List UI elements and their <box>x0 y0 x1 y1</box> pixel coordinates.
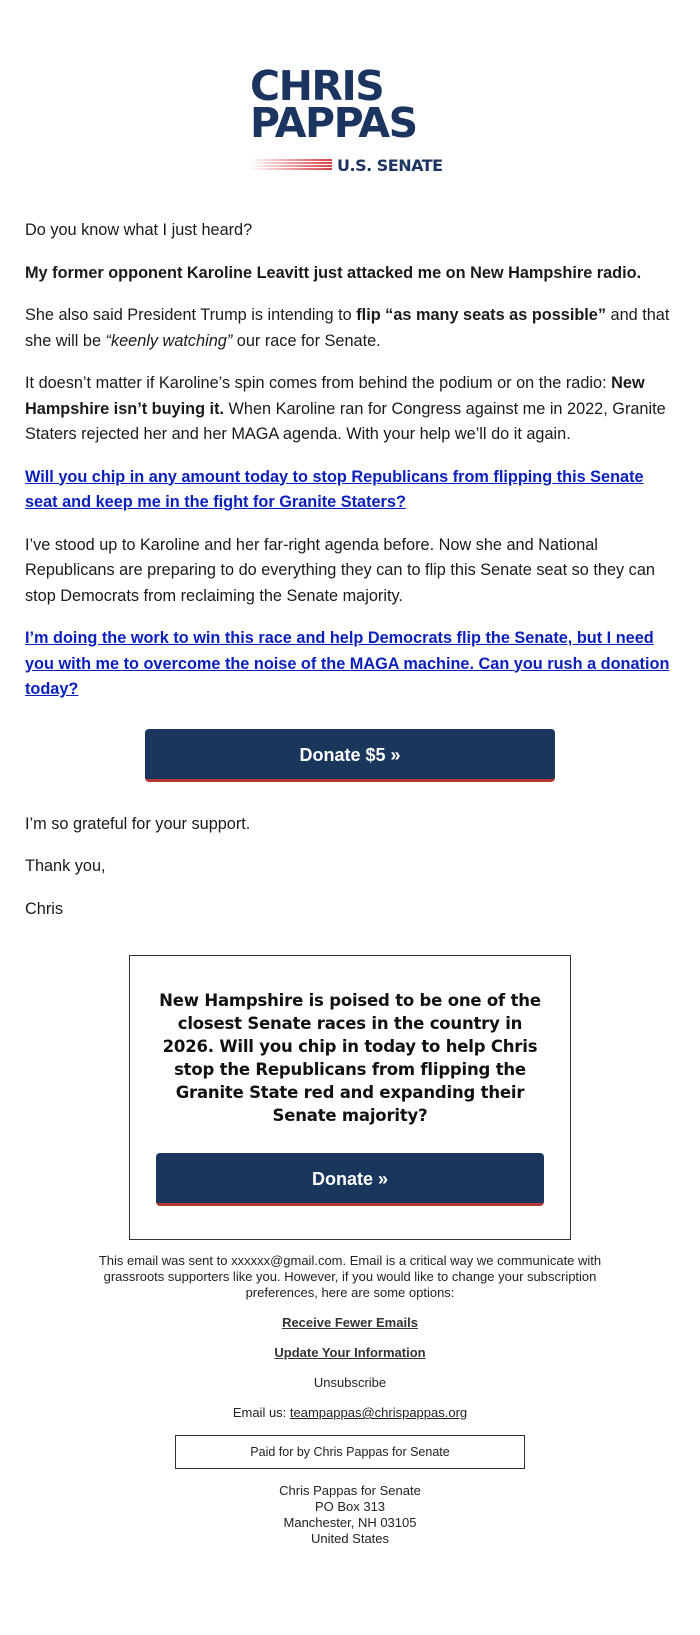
email-body <box>0 218 700 922</box>
contact-email-link[interactable]: teampappas@chrispappas.org <box>289 1405 468 1420</box>
paragraph-link-2 <box>25 626 675 703</box>
paragraph-trump: She also said President Trump is intending to flip “as many seats as possible” and that she will be “keenly watching” our race for Senate. <box>25 306 670 350</box>
logo-stripes-icon <box>250 159 332 172</box>
logo-subtitle: U.S. SENATE <box>337 156 443 175</box>
rush-donation-link[interactable]: I’m doing the work to win this race and help Democrats flip the Senate, but I need you with me to overcome the noise of the MAGA machine. Can you rush a donation today? <box>25 629 670 698</box>
donate-button[interactable]: Donate » <box>156 1153 544 1206</box>
footer-email-row: Email us: teampappas@chrispappas.org <box>232 1405 468 1420</box>
paragraph-thank-you: Thank you, <box>25 857 106 875</box>
unsubscribe-link[interactable]: Unsubscribe <box>313 1375 387 1390</box>
paragraph-spin: It doesn’t matter if Karoline’s spin comes from behind the podium or on the radio: New Hampshire isn’t buying it. When Karoline ran for Congress against me in 2022, Granite Staters rejected her and her MAGA agenda. With your help we’ll do it again. <box>25 374 666 443</box>
appeal-box <box>129 955 571 1240</box>
donate-5-button[interactable]: Donate $5 » <box>145 729 555 782</box>
logo-last-name: PAPPAS <box>250 99 417 147</box>
campaign-logo <box>250 62 450 176</box>
paragraph-link-1 <box>25 465 675 516</box>
paragraph-attack: My former opponent Karoline Leavitt just attacked me on New Hampshire radio. <box>25 263 642 282</box>
footer-notice: This email was sent to xxxxxx@gmail.com. Email is a critical way we communicate with grassroots supporters like you. However, if you would like to change your subscription preferences, here are some options: <box>98 1253 602 1300</box>
receive-fewer-emails-link[interactable]: Receive Fewer Emails <box>282 1315 418 1330</box>
donate-button-wrap <box>25 729 675 782</box>
logo-first-name: CHRIS <box>250 62 384 110</box>
update-information-link[interactable]: Update Your Information <box>274 1345 426 1360</box>
signature: Chris <box>25 899 63 918</box>
email-container <box>0 62 700 1547</box>
appeal-text: New Hampshire is poised to be one of the closest Senate races in the country in 2026. Will you chip in today to help Chris stop the Republicans from flipping the Granite State red and expanding their Senate majority? <box>159 991 541 1125</box>
chip-in-link[interactable]: Will you chip in any amount today to stop Republicans from flipping this Senate seat and keep me in the fight for Granite Staters? <box>25 467 644 511</box>
paragraph-intro: Do you know what I just heard? <box>25 221 253 239</box>
paid-by-disclaimer: Paid for by Chris Pappas for Senate <box>175 1435 525 1469</box>
footer <box>0 1253 700 1547</box>
paragraph-grateful: I’m so grateful for your support. <box>25 814 251 833</box>
paragraph-stood-up: I’ve stood up to Karoline and her far-right agenda before. Now she and National Republicans are preparing to do everything they can to flip this Senate seat so they can stop Democrats from reclaiming the Senate majority. <box>25 535 655 605</box>
logo-bottom-row <box>250 156 450 176</box>
mailing-address: Chris Pappas for Senate PO Box 313 Manchester, NH 03105 United States <box>279 1483 421 1546</box>
